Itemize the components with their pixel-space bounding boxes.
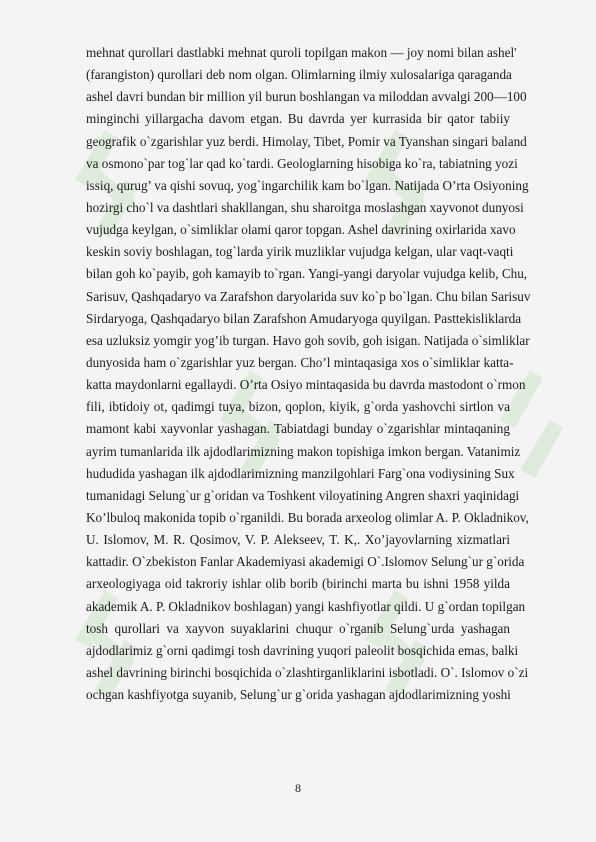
text-line: ochgan kashfiyotga suyanib, Selung`ur g`orida yashagan ajdodlarimizning yoshi	[86, 687, 511, 703]
text-line: mamont kabi xayvonlar yashagan. Tabiatdagi bunday o`zgarishlar mintaqaning	[86, 421, 510, 437]
page-number: 8	[295, 781, 301, 795]
text-line: esa uzluksiz yomgir yog’ib turgan. Havo goh sovib, goh isigan. Natijada o`simliklar	[86, 332, 530, 348]
text-line: tosh qurollari va xayvon suyaklarini chuqur o`rganib Selung`urda yashagan	[86, 620, 510, 636]
text-line: hududida yashagan ilk ajdodlarimizning manzilgohlari Farg`ona vodiysining Sux	[86, 465, 515, 481]
text-line: ajdodlarimiz g`orni qadimgi tosh davrining yuqori paleolit bosqichida emas, balki	[86, 642, 519, 658]
text-line: Sarisuv, Qashqadaryo va Zarafshon daryolarida suv ko`p bo`lgan. Chu bilan Sarisuv	[86, 288, 531, 304]
text-line: fili, ibtidoiy ot, qadimgi tuya, bizon, qoplon, kiyik, g`orda yashovchi sirtlon va	[86, 399, 510, 415]
text-line: Ko’lbuloq makonida topib o`rganildi. Bu borada arxeolog olimlar A. P. Okladnikov,	[86, 509, 529, 525]
text-line: akademik A. P. Okladnikov boshlagan) yangi kashfiyotlar qildi. U g`ordan topilgan	[86, 598, 526, 614]
text-line: hozirgi cho`l va dashtlari shakllangan, shu sharoitga moslashgan xayvonot dunyosi	[86, 199, 524, 215]
text-line: bilan goh ko`payib, goh kamayib to`rgan. Yangi-yangi daryolar vujudga kelib, Chu,	[86, 266, 528, 282]
text-line: ashel davri bundan bir million yil burun boshlangan va miloddan avvalgi 200—100	[86, 89, 527, 105]
body-text	[86, 42, 531, 706]
text-line: geografik o`zgarishlar yuz berdi. Himolay, Tibet, Pomir va Tyanshan singari baland	[86, 133, 527, 149]
text-line: ashel davrining birinchi bosqichida o`zlashtirganliklarini isbotladi. O`. Islomov o`zi	[86, 664, 529, 680]
text-line: minginchi yillargacha davom etgan. Bu davrda yer kurrasida bir qator tabiiy	[86, 111, 510, 127]
text-line: vujudga keylgan, o`simliklar olami qaror topgan. Ashel davrining oxirlarida xavo	[86, 222, 516, 238]
text-line: issiq, qurug’ va qishi sovuq, yog`ingarchilik kam bo`lgan. Natijada O’rta Osiyoning	[86, 177, 529, 193]
text-line: Sirdaryoga, Qashqadaryo bilan Zarafshon Amudaryoga quyilgan. Pasttekisliklarda	[86, 310, 522, 326]
text-line: mehnat qurollari dastlabki mehnat quroli topilgan makon — joy nomi bilan ashel'	[86, 45, 517, 60]
text-line: U. Islomov, M. R. Qosimov, V. P. Alekseev, T. K,. Xo’jayovlarning xizmatlari	[86, 532, 510, 548]
text-line: (farangiston) qurollari deb nom olgan. Olimlarning ilmiy xulosalariga qaraganda	[86, 67, 512, 83]
text-line: ayrim tumanlarida ilk ajdodlarimizning makon topishiga imkon bergan. Vatanimiz	[86, 443, 521, 459]
text-line: tumanidagi Selung`ur g`oridan va Toshkent viloyatining Angren shaxri yaqinidagi	[86, 487, 520, 503]
text-line: keskin soviy boshlagan, tog`larda yirik muzliklar vujudga kelgan, ular vaqt-vaqti	[86, 244, 514, 260]
text-line: kattadir. O`zbekiston Fanlar Akademiyasi akademigi O`.Islomov Selung`ur g`orida	[86, 554, 525, 570]
text-line: arxeologiyaga oid takroriy ishlar olib borib (birinchi marta bu ishni 1958 yilda	[86, 576, 510, 592]
text-line: va osmono`par tog`lar qad ko`tardi. Geologlarning hisobiga ko`ra, tabiatning yozi	[86, 155, 518, 171]
text-line: katta maydonlarni egallaydi. O’rta Osiyo mintaqasida bu davrda mastodont o`rmon	[86, 377, 526, 393]
text-line: dunyosida ham o`zgarishlar yuz bergan. Cho’l mintaqasiga xos o`simliklar katta-	[86, 354, 514, 370]
